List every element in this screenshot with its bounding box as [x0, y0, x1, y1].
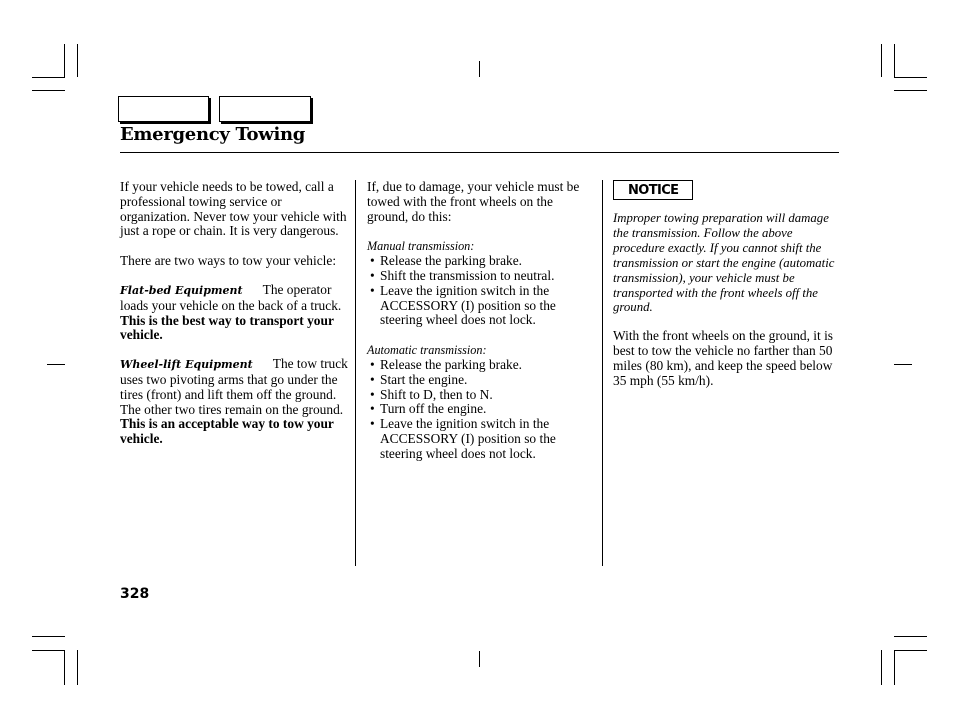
page-title: Emergency Towing — [120, 124, 306, 145]
column-divider — [602, 180, 603, 566]
intro-paragraph: If your vehicle needs to be towed, call a professional towing service or organization. Never tow your vehicle with just a rope or chain. It is very dangerous. — [120, 179, 347, 239]
crop-mark — [894, 90, 927, 91]
crop-mark — [77, 650, 78, 685]
manual-heading: Manual transmission: — [367, 239, 475, 254]
list-item: • Shift to D, then to N. — [367, 388, 595, 403]
section-tab[interactable] — [118, 96, 209, 122]
crop-mark — [881, 44, 882, 77]
column-right — [613, 180, 843, 389]
list-item: • Shift the transmission to neutral. — [367, 269, 595, 284]
notice-text: Improper towing preparation will damage the transmission. Follow the above procedure exactly. If you cannot shift the transmission or start the engine (automatic transmission), your vehicle must be transported with the front wheels off the ground. — [613, 211, 835, 315]
speed-paragraph: With the front wheels on the ground, it is best to tow the vehicle no farther than 50 miles (80 km), and keep the speed below 35 mph (55 km/h). — [613, 328, 833, 388]
notice-label: NOTICE — [613, 180, 693, 200]
list-item: • Leave the ignition switch in the ACCESSORY (I) position so the steering wheel does not lock. — [367, 417, 595, 461]
column-left — [120, 180, 352, 447]
title-rule — [120, 152, 839, 153]
list-item: • Turn off the engine. — [367, 402, 595, 417]
crop-mark — [32, 636, 65, 637]
automatic-heading: Automatic transmission: — [367, 343, 487, 358]
crop-mark — [881, 650, 882, 685]
wheellift-text: The tow truck uses two pivoting arms that go under the tires (front) and lift them off the ground. The other two tires remain on the ground. — [120, 356, 348, 417]
crop-mark — [894, 636, 927, 637]
list-item: • Start the engine. — [367, 373, 595, 388]
crop-mark — [894, 650, 895, 685]
crop-mark — [32, 90, 65, 91]
flatbed-paragraph — [120, 283, 352, 343]
center-mark — [894, 364, 912, 365]
crop-mark — [77, 44, 78, 77]
wheellift-lead: Wheel-lift Equipment — [120, 358, 253, 372]
crop-mark — [32, 77, 65, 78]
flatbed-text: The operator loads your vehicle on the back of a truck. — [120, 281, 342, 313]
list-item: • Leave the ignition switch in the ACCESSORY (I) position so the steering wheel does not lock. — [367, 284, 595, 328]
damage-intro: If, due to damage, your vehicle must be towed with the front wheels on the ground, do this: — [367, 179, 580, 224]
crop-mark — [894, 44, 895, 77]
center-mark — [479, 61, 480, 77]
crop-mark — [894, 77, 927, 78]
manual-steps — [367, 254, 595, 328]
flatbed-lead: Flat-bed Equipment — [120, 283, 243, 297]
wheellift-bold: This is an acceptable way to tow your vehicle. — [120, 416, 334, 447]
column-divider — [355, 180, 356, 566]
crop-mark — [64, 650, 65, 685]
flatbed-bold: This is the best way to transport your vehicle. — [120, 312, 334, 343]
list-item: • Release the parking brake. — [367, 358, 595, 373]
page-number: 328 — [120, 586, 150, 602]
ways-paragraph: There are two ways to tow your vehicle: — [120, 253, 337, 269]
wheellift-paragraph — [120, 357, 352, 447]
center-mark — [479, 651, 480, 667]
center-mark — [47, 364, 65, 365]
list-item: • Release the parking brake. — [367, 254, 595, 269]
crop-mark — [894, 650, 927, 651]
crop-mark — [32, 650, 65, 651]
automatic-steps — [367, 358, 595, 462]
crop-mark — [64, 44, 65, 77]
column-middle — [367, 180, 595, 462]
section-tab[interactable] — [219, 96, 311, 122]
